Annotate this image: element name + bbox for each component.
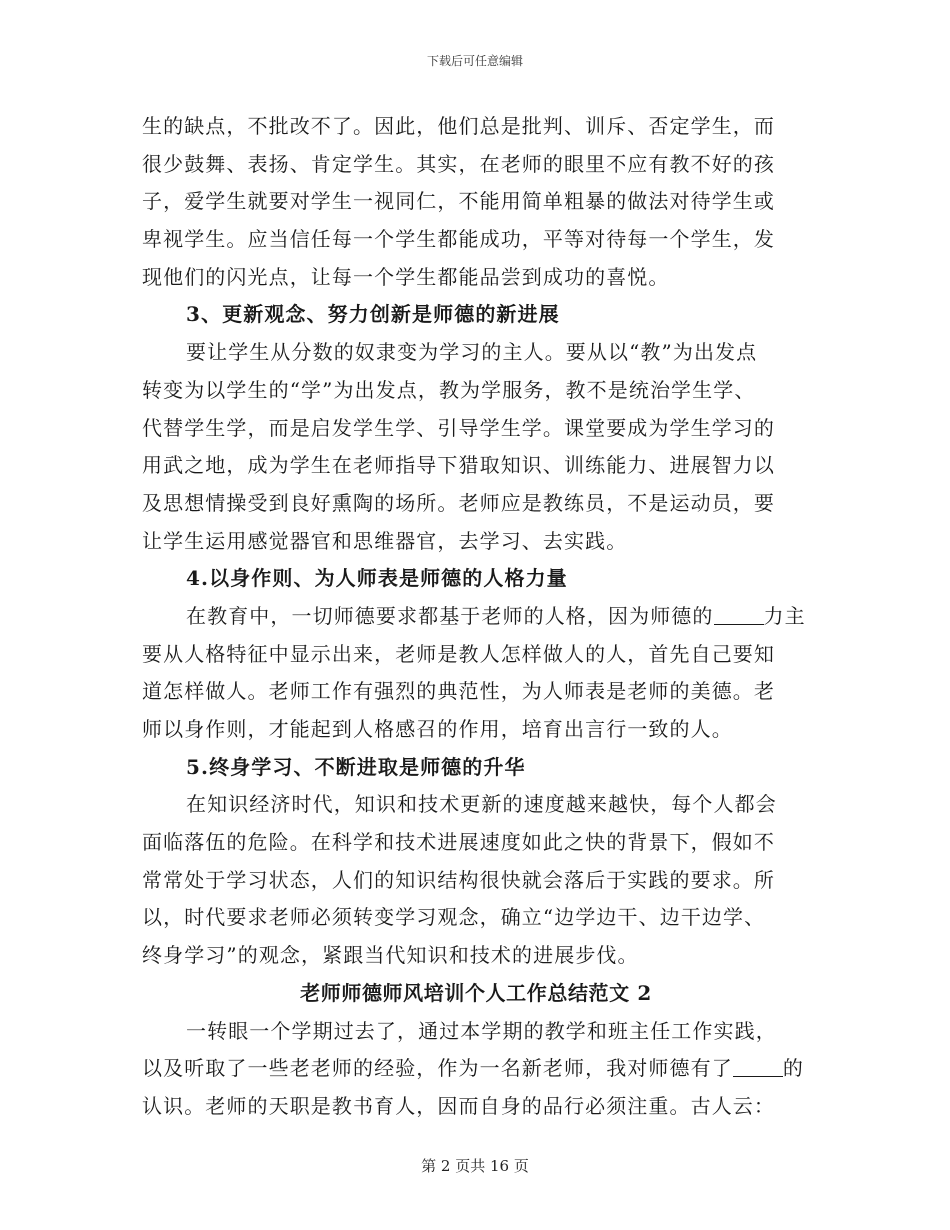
paragraph-line	[142, 1050, 810, 1088]
section-heading-5: 5.终身学习、不断进取是师德的升华	[186, 754, 526, 779]
paragraph-line: 面临落伍的危险。在科学和技术进展速度如此之快的背景下，假如不	[142, 830, 775, 855]
paragraph-line: 现他们的闪光点，让每一个学生都能品尝到成功的喜悦。	[142, 264, 670, 289]
paragraph-line: 用武之地，成为学生在老师指导下猎取知识、训练能力、进展智力以	[142, 453, 775, 478]
paragraph-line: 道怎样做人。老师工作有强烈的典范性，为人师表是老师的美德。老	[142, 679, 775, 704]
paragraph-line	[142, 598, 810, 636]
paragraph-line: 及思想情操受到良好熏陶的场所。老师应是教练员，不是运动员，要	[142, 490, 775, 515]
paragraph-line: 在知识经济时代，知识和技术更新的速度越来越快，每个人都会	[186, 792, 777, 817]
fill-blank	[733, 1054, 783, 1077]
paragraph-line: 终身学习”的观念，紧跟当代知识和技术的进展步伐。	[142, 943, 639, 968]
page-footer: 第 2 页共 16 页	[421, 1157, 529, 1175]
text-segment: 力主	[763, 603, 806, 628]
article-title: 老师师德师风培训个人工作总结范文 2	[300, 980, 652, 1005]
paragraph-line: 一转眼一个学期过去了，通过本学期的教学和班主任工作实践，	[186, 1018, 777, 1043]
paragraph-line: 师以身作则，才能起到人格感召的作用，培育出言行一致的人。	[142, 717, 733, 741]
page-header: 下载后可任意编辑	[426, 54, 523, 68]
section-heading-3: 3、更新观念、努力创新是师德的新进展	[186, 302, 560, 327]
fill-blank	[714, 602, 764, 625]
text-segment: 以及听取了一些老老师的经验，作为一名新老师，我对师德有了	[142, 1056, 733, 1081]
text-segment: 的	[782, 1056, 804, 1081]
text-segment: 在教育中，一切师德要求都基于老师的人格，因为师德的	[186, 603, 714, 628]
paragraph-line: 认识。老师的天职是教书育人，因而自身的品行必须注重。古人云：	[142, 1093, 775, 1118]
paragraph-line: 卑视学生。应当信任每一个学生都能成功，平等对待每一个学生，发	[142, 227, 775, 252]
document-body	[142, 108, 810, 1126]
paragraph-line: 生的缺点，不批改不了。因此，他们总是批判、训斥、否定学生，而	[142, 114, 775, 138]
paragraph-line: 以，时代要求老师必须转变学习观念，确立“边学边干、边干边学、	[142, 905, 766, 930]
paragraph-line: 让学生运用感觉器官和思维器官，去学习、去实践。	[142, 528, 628, 553]
paragraph-line: 转变为以学生的“学”为出发点，教为学服务，教不是统治学生学、	[142, 377, 756, 402]
paragraph-line: 常常处于学习状态，人们的知识结构很快就会落后于实践的要求。所	[142, 867, 775, 892]
paragraph-line: 很少鼓舞、表扬、肯定学生。其实，在老师的眼里不应有教不好的孩	[142, 151, 775, 176]
paragraph-line: 代替学生学，而是启发学生学、引导学生学。课堂要成为学生学习的	[142, 415, 775, 440]
paragraph-line: 子，爱学生就要对学生一视同仁，不能用简单粗暴的做法对待学生或	[142, 189, 775, 214]
paragraph-line: 要从人格特征中显示出来，老师是教人怎样做人的人，首先自己要知	[142, 641, 775, 666]
paragraph-line: 要让学生从分数的奴隶变为学习的主人。要从以“教”为出发点	[186, 340, 758, 365]
section-heading-4: 4.以身作则、为人师表是师德的人格力量	[186, 566, 568, 591]
